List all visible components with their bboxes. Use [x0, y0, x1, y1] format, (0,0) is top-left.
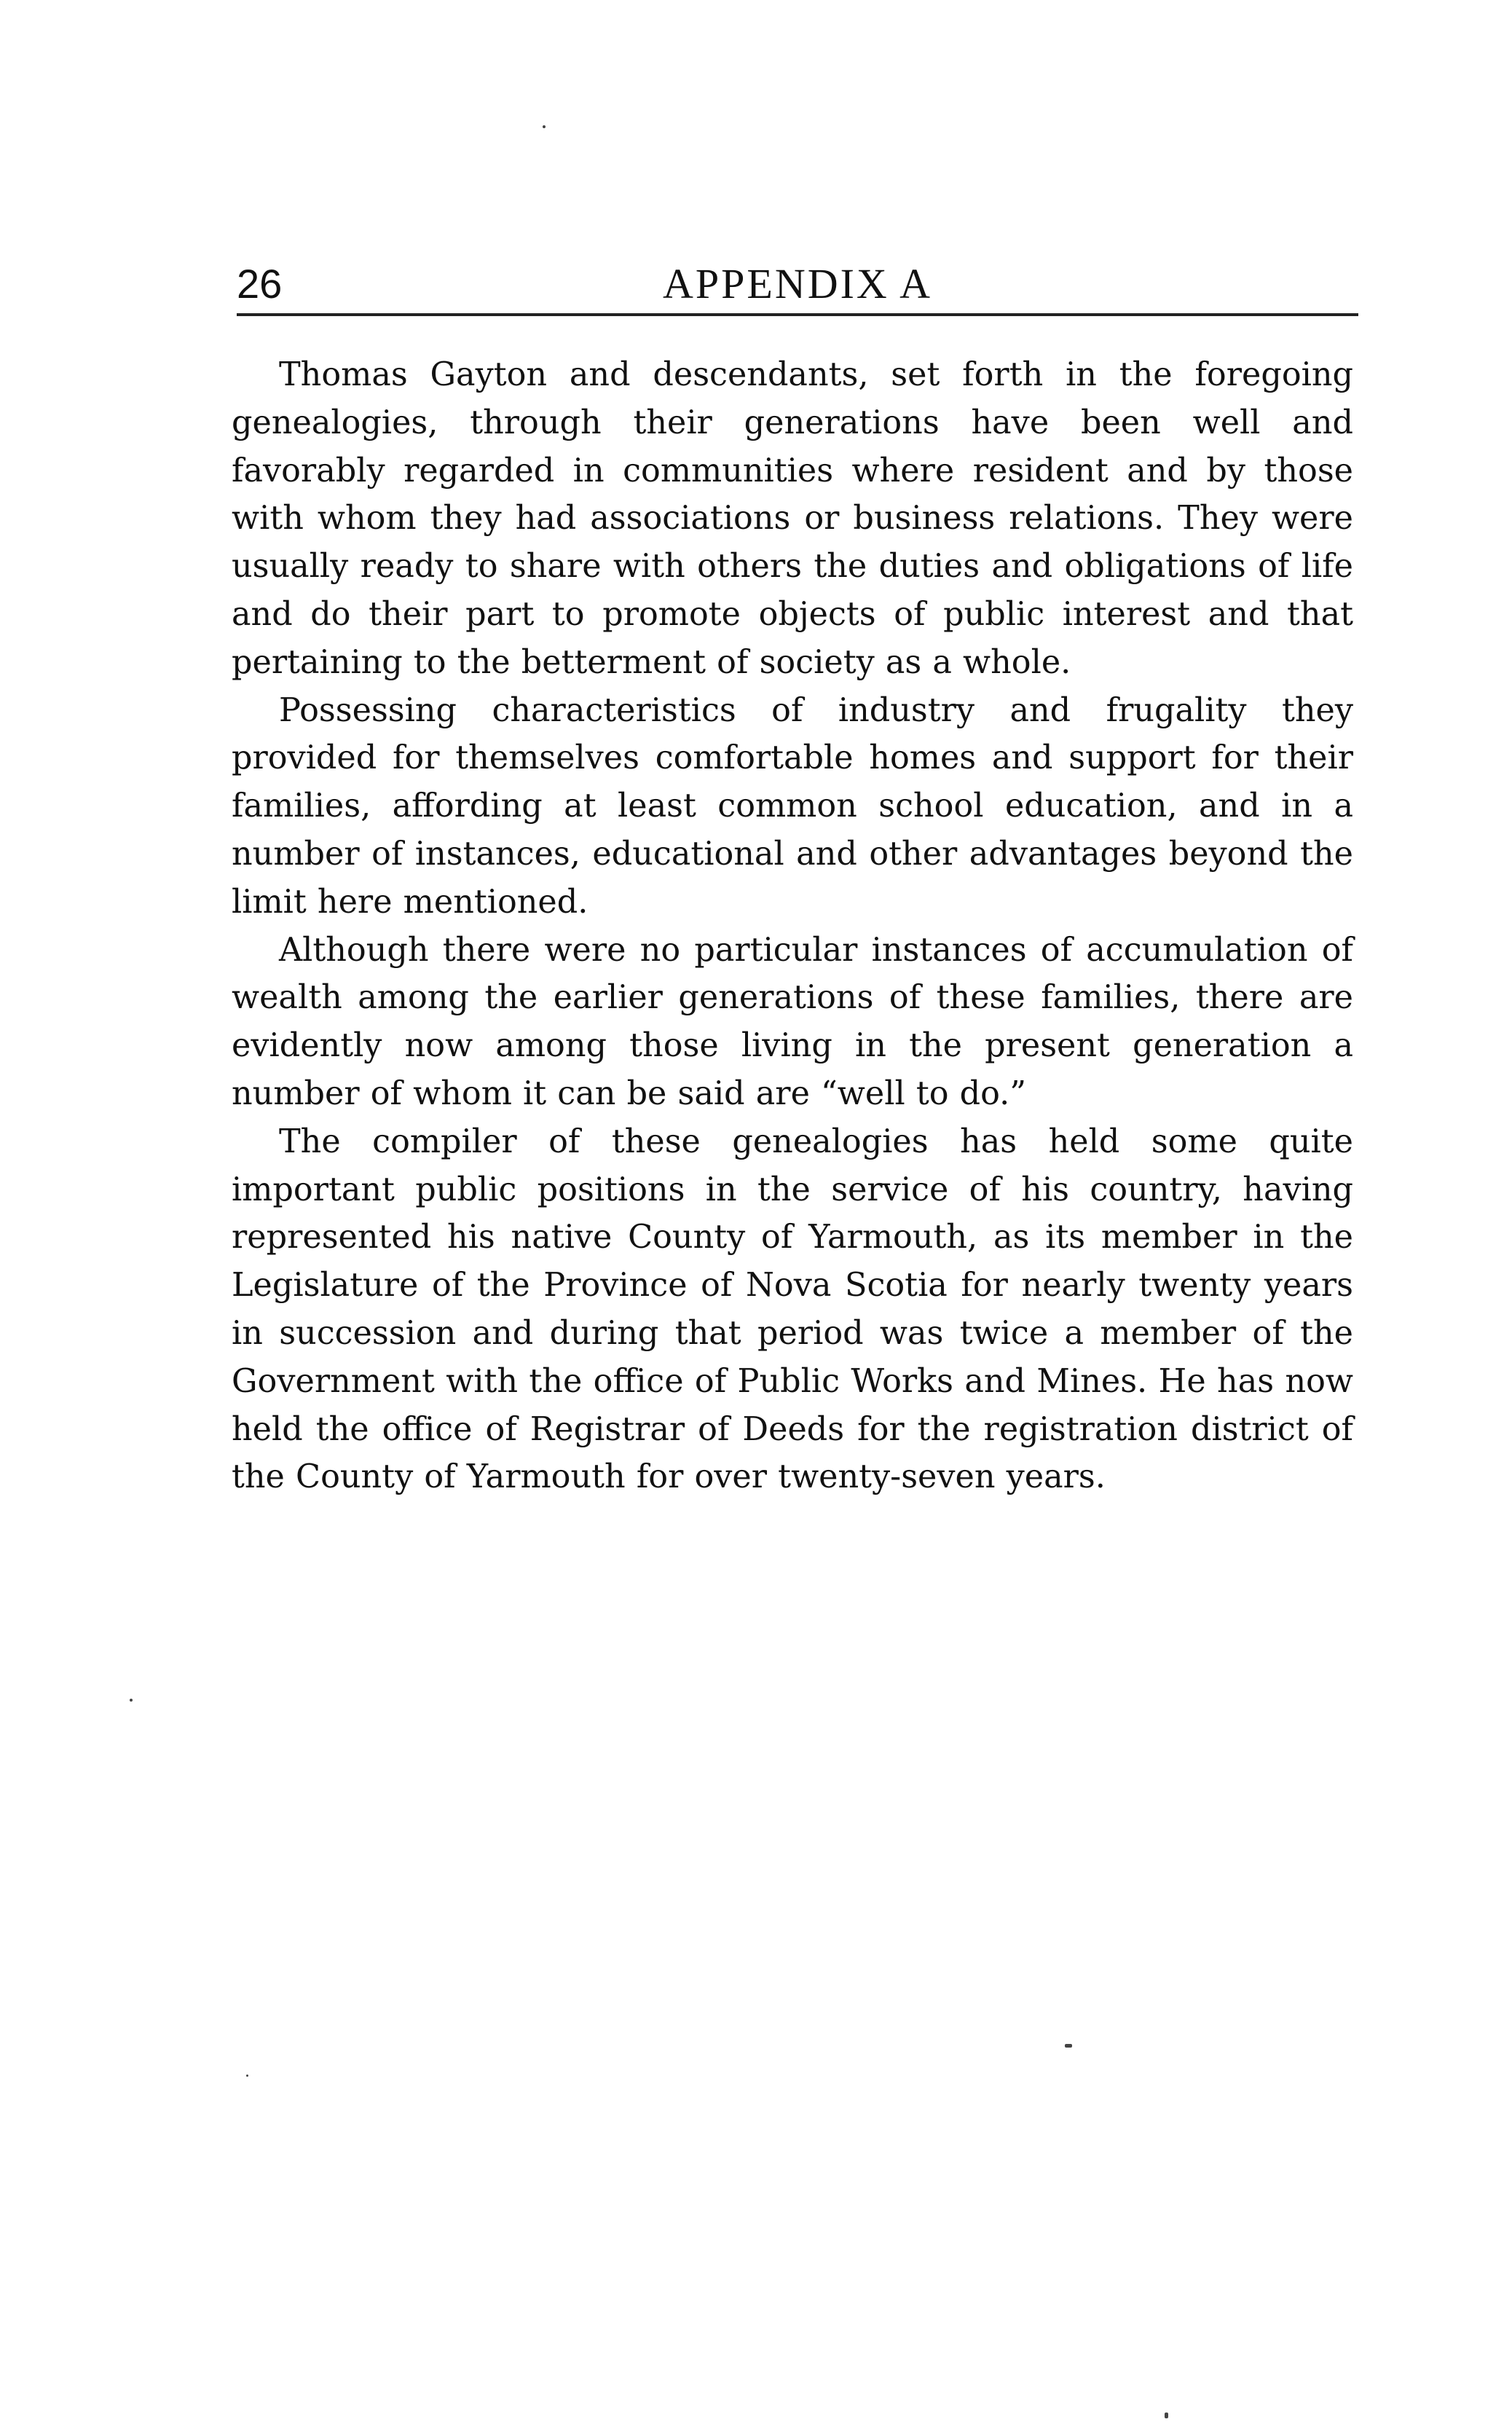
scan-speck — [1165, 2413, 1168, 2418]
paragraph-4: The compiler of these genealogies has held some quite important public positions in the service of his country, having represented his native County of Yarmouth, as its member in the Legislature of the Province of Nova Scotia for nearly twenty years in succession and during that period was twice a member of the Government with the office of Public Works and Mines. He has now held the office of Registrar of Deeds for the registration district of the County of Yarmouth for over twenty-seven years. — [232, 1122, 1353, 1496]
page-number: 26 — [237, 261, 283, 307]
scan-speck — [543, 125, 546, 128]
scan-speck — [246, 2075, 248, 2077]
paragraph-1: Thomas Gayton and descendants, set forth in the foregoing genealogies, through their generations have been well and favorably regarded in communities where resident and by those with whom they had associations or business relations. They were usually ready to share with others the duties and obligations of life and do their part to promote objects of public interest and that pertaining to the betterment of society as a whole. — [232, 356, 1353, 681]
running-head — [237, 255, 1358, 316]
paragraph-3: Although there were no particular instances of accumulation of wealth among the earlier generations of these families, there are evidently now among those living in the present generation a number of whom it can be said are “well to do.” — [232, 931, 1353, 1112]
page-title: APPENDIX A — [663, 260, 932, 307]
paragraph-2: Possessing characteristics of industry and frugality they provided for themselves comfortable homes and support for their families, affording at least common school education, and in a number of instances, educational and other advantages beyond the limit here mentioned. — [232, 691, 1353, 921]
scan-speck — [1065, 2044, 1072, 2048]
scan-speck — [130, 1699, 133, 1702]
body-text — [232, 351, 1353, 1501]
